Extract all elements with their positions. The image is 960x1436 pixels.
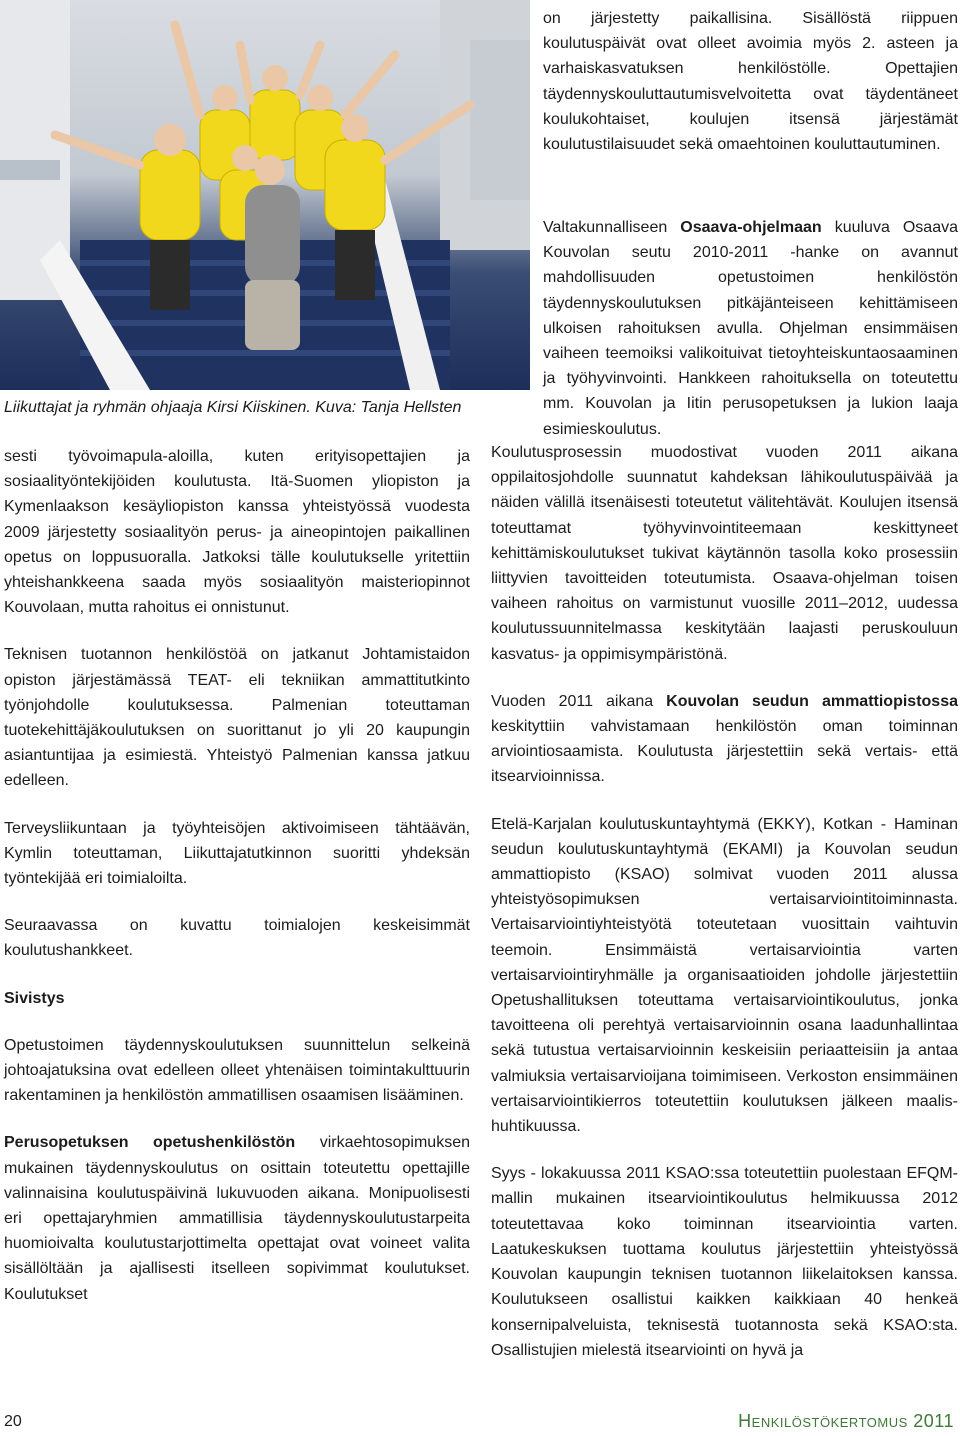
text: virkaehtosopimuksen mukainen täydennyskoulutus on osittain toteutettu opettajille valinnaisina koulutuspäivinä lukuvuoden aikana. Monipuolisesti eri opettajaryhmien ammatillisia täydennyskoulutustarpeita huomioivalta koulutustarjottimelta opettajat ovat voineet valita sisällöltään ja ajallisesti itselleen sopivimmat koulutukset. Koulutukset: [4, 1134, 470, 1303]
text: Valtakunnalliseen: [543, 219, 681, 236]
right-column-top: [543, 6, 958, 157]
paragraph: Teknisen tuotannon henkilöstöä on jatkanut Johtamistaidon opiston järjestämässä TEAT- eli tekniikan ammattitutkinto työnjohdolle koulutuksessa. Palmenian toteuttaman tuotekehittäjäkoulutuksen on suorittanut jo yli 20 kaupungin asiantuntijaa ja esimiestä. Yhteistyö Palmenian kanssa jatkuu edelleen.: [4, 646, 470, 790]
paragraph: on järjestetty paikallisina. Sisällöstä riippuen koulutuspäivät ovat olleet avoimia myös 2. asteen ja varhaiskasvatuksen henkilöstölle. Opettajien täydennyskouluttautumisvelvoitetta ovat täydentäneet koulukohtaiset, koulujen itsensä järjestämät koulutustilaisuudet sekä omaehtoinen kouluttautuminen.: [543, 10, 958, 154]
bold-term: Osaava-ohjelmaan: [680, 219, 822, 236]
section-heading: Sivistys: [4, 989, 65, 1007]
page-number: 20: [4, 1413, 22, 1430]
publication-title: Henkilöstökertomus 2011: [738, 1411, 954, 1431]
text: Vuoden 2011 aikana: [491, 692, 667, 710]
paragraph: Opetustoimen täydennyskoulutuksen suunnittelun selkeinä johtoajatuksina ovat edelleen olleet yhtenäisen toimintakulttuurin rakentaminen ja henkilöstön ammatillisen osaamisen lisääminen.: [4, 1036, 470, 1105]
paragraph: [543, 215, 958, 442]
paragraph: [4, 1130, 470, 1306]
paragraph: Syys - lokakuussa 2011 KSAO:ssa toteutettiin puolestaan EFQM-mallin mukainen itsearviointikoulutus helmikuussa 2012 toteutettavaa koko toiminnan itsearviointia varten. Laatukeskuksen tuottama koulutus järjestettiin yhteistyössä Kouvolan kaupungin teknisen tuotannon liikelaitoksen kanssa. Koulutukseen osallistui kaikken kaikkiaan 40 henkeä konsernipalveluista, teknisestä tuotannosta sekä KSAO:sta. Osallistujien mielestä itsearviointi on hyvä ja: [491, 1165, 958, 1359]
paragraph: sesti työvoimapula-aloilla, kuten erityisopettajien ja sosiaalityöntekijöiden koulutusta. Itä-Suomen yliopiston ja Kymenlaakson kesäyliopiston kanssa yhteistyössä vuodesta 2009 järjestetty sosiaalityön perus- ja aineopintojen paikallinen opetus on loppusuoralla. Jatkoksi tälle koulutukselle yritettiin yhteishankkeena saada myös sosiaalityön maisteriopinnot Kouvolaan, mutta rahoitus ei onnistunut.: [4, 448, 470, 617]
left-column: [4, 444, 470, 1307]
text: kuuluva Osaava Kouvolan seutu 2010-2011 -hanke on avannut mahdollisuuden opetustoimen henkilöstön täydennyskoulutuksen pitkäjänteiseen kehittämiseen ulkoisen rahoituksen avulla. Ohjelman ensimmäisen vaiheen teemoiksi valikoituivat tietoyhteiskuntaosaaminen ja työhyvinvointi. Hankkeen rahoituksella on toteutettu mm. Kouvolan ja Iitin perusopetuksen ja lukion laaja esimieskoulutus.: [543, 219, 958, 438]
bold-term: Perusopetuksen opetushenkilöstön: [4, 1134, 296, 1152]
text: keskityttiin vahvistamaan henkilöstön oman toiminnan arviointiosaamista. Koulutusta järjestettiin sekä vertais- että itsearvioinnissa.: [491, 718, 958, 786]
photo-caption: Liikuttajat ja ryhmän ohjaaja Kirsi Kiiskinen. Kuva: Tanja Hellsten: [4, 399, 462, 416]
right-column-main: [491, 440, 958, 1363]
paragraph: Seuraavassa on kuvattu toimialojen keskeisimmät koulutushankkeet.: [4, 917, 470, 960]
right-column-osaava: [543, 215, 958, 442]
paragraph: Koulutusprosessin muodostivat vuoden 2011 aikana oppilaitosjohdolle suunnatut kahdeksan lähikoulutuspäivää ja näiden välillä itsenäisesti toteutetut välitehtävät. Koulujen itsensä toteuttamat työhyvinvointiteemaan keskittyneet kehittämiskoulutukset tukivat käytännön tasolla koko prosessiin liittyvien tavoitteiden toteutumista. Osaava-ohjelman toisen vaiheen rahoitus on varmistunut vuosille 2011–2012, uudessa koulutussuunnitelmassa keskitytään laajasti peruskouluun kasvatus- ja oppimisympäristönä.: [491, 444, 958, 663]
bold-term: Kouvolan seudun ammattiopistossa: [666, 692, 958, 710]
group-photo: [0, 0, 530, 390]
paragraph: Terveysliikuntaan ja työyhteisöjen aktivoimiseen tähtäävän, Kymlin toteuttaman, Liikuttajatutkinnon suoritti yhdeksän työntekijää eri toimialoilta.: [4, 819, 470, 888]
paragraph: Etelä-Karjalan koulutuskuntayhtymä (EKKY), Kotkan - Haminan seudun koulutuskuntayhtymä (EKAMI) ja Kouvolan seudun ammattiopisto (KSAO) solmivat vuoden 2011 alussa yhteistyösopimuksen vertaisarviointitoiminnasta. Vertaisarviointiyhteistyötä toteutetaan vuosittain vaihtuvin teemoin. Ensimmäistä vertaisarviointia varten vertaisarviointiryhmälle ja organisaatioiden johdolle järjestettiin Opetushallituksen toteuttama vertaisarviointikoulutus, jonka tavoitteena oli perehtyä vertaisarvioinnin osana laadunhallintaa sekä tutustua vertaisarvioinnin keskeisiin periaatteisiin ja antaa valmiuksia vertaisarvioijana toimimiseen. Verkoston ensimmäinen vertaisarviointikierros toteutettiin koulutuksen jälkeen maalis-huhtikuussa.: [491, 815, 958, 1136]
paragraph: [491, 689, 958, 790]
group-photo-illustration: [0, 0, 530, 390]
